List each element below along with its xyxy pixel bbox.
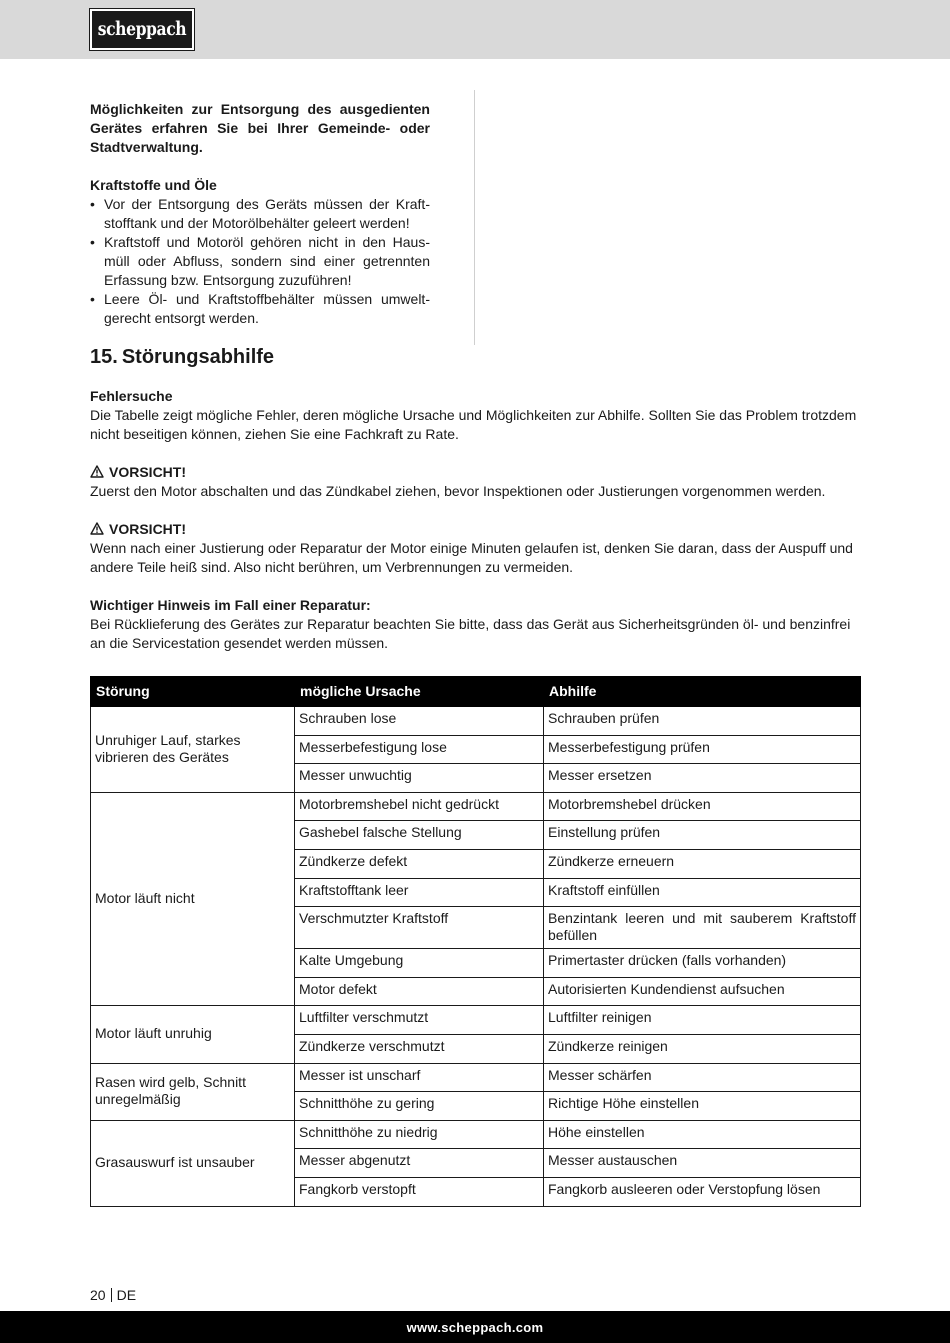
table-header-row — [91, 677, 861, 707]
page-number-value: 20 — [90, 1287, 106, 1303]
symptom-cell: Motor läuft nicht — [91, 792, 295, 1006]
troubleshooting-text: Die Tabelle zeigt mögliche Fehler, deren mögliche Ursache und Möglichkeiten zur Abhilfe. Sollten Sie das Problem trotzdem nicht beseitigen können, ziehen Sie eine Fachkraft zu Rate. — [90, 407, 857, 442]
table-row — [91, 1120, 861, 1149]
cause-cell: Gashebel falsche Stellung — [295, 821, 544, 850]
caution-label: VORSICHT! — [109, 521, 186, 537]
disposal-intro: Möglichkeiten zur Entsorgung des ausgedienten Gerätes erfahren Sie bei Ihrer Gemeinde- oder Stadtverwaltung. — [90, 101, 430, 155]
cause-cell: Schnitthöhe zu gering — [295, 1092, 544, 1121]
table-row — [91, 1063, 861, 1092]
remedy-cell: Benzintank leeren und mit sauberem Kraftstoff befüllen — [544, 907, 861, 949]
column-divider — [474, 90, 475, 345]
cause-cell: Kraftstofftank leer — [295, 878, 544, 907]
remedy-cell: Kraftstoff einfüllen — [544, 878, 861, 907]
caution-label: VORSICHT! — [109, 464, 186, 480]
remedy-cell: Primertaster drücken (falls vorhanden) — [544, 949, 861, 978]
cause-cell: Messer abgenutzt — [295, 1149, 544, 1178]
column-header: Störung — [91, 677, 295, 707]
list-item: • Leere Öl- und Kraftstoffbehälter müssen umweltgerecht entsorgt werden. — [90, 290, 430, 328]
caution-heading — [90, 463, 860, 482]
cause-cell: Luftfilter verschmutzt — [295, 1006, 544, 1035]
section-title-text: Störungsabhilfe — [121, 346, 275, 368]
symptom-cell: Unruhiger Lauf, starkes vibrieren des Gerätes — [91, 707, 295, 793]
section-title — [90, 344, 274, 370]
brand-logo — [90, 9, 194, 50]
remedy-cell: Einstellung prüfen — [544, 821, 861, 850]
caution-text: Zuerst den Motor abschalten und das Zündkabel ziehen, bevor Inspektionen oder Justierungen vorgenommen werden. — [90, 483, 826, 499]
website-link[interactable]: www.scheppach.com — [406, 1319, 544, 1335]
cause-cell: Fangkorb verstopft — [295, 1177, 544, 1206]
symptom-cell: Rasen wird gelb, Schnitt unregelmäßig — [91, 1063, 295, 1120]
cause-cell: Motorbremshebel nicht gedrückt — [295, 792, 544, 821]
table-row — [91, 707, 861, 736]
table-row — [91, 792, 861, 821]
column-header: Abhilfe — [544, 677, 861, 707]
cause-cell: Messerbefestigung lose — [295, 735, 544, 764]
remedy-cell: Autorisierten Kundendienst aufsuchen — [544, 977, 861, 1006]
warning-triangle-icon — [90, 522, 104, 535]
language-code: DE — [116, 1287, 137, 1303]
remedy-cell: Zündkerze reinigen — [544, 1034, 861, 1063]
symptom-cell: Grasauswurf ist unsauber — [91, 1120, 295, 1206]
list-item: • Vor der Entsorgung des Geräts müssen der Kraftstofftank und der Motorölbehälter geleert werden! — [90, 195, 430, 233]
remedy-cell: Zündkerze erneuern — [544, 849, 861, 878]
page-header — [0, 0, 950, 59]
cause-cell: Zündkerze defekt — [295, 849, 544, 878]
fuel-oil-list — [90, 195, 430, 328]
column-header: mögliche Ursache — [295, 677, 544, 707]
table-row — [91, 1006, 861, 1035]
disposal-column — [90, 100, 430, 328]
troubleshooting-table — [90, 676, 861, 1207]
cause-cell: Schrauben lose — [295, 707, 544, 736]
troubleshooting-intro — [90, 387, 860, 653]
cause-cell: Zündkerze verschmutzt — [295, 1034, 544, 1063]
page-footer — [0, 1311, 950, 1343]
warning-triangle-icon — [90, 465, 104, 478]
remedy-cell: Schrauben prüfen — [544, 707, 861, 736]
repair-text: Bei Rücklieferung des Gerätes zur Reparatur beachten Sie bitte, dass das Gerät aus Sicherheitsgründen öl- und benzinfrei an die Servicestation gesendet werden müssen. — [90, 616, 851, 651]
fuel-oil-heading: Kraftstoffe und Öle — [90, 177, 217, 193]
remedy-cell: Richtige Höhe einstellen — [544, 1092, 861, 1121]
symptom-cell: Motor läuft unruhig — [91, 1006, 295, 1063]
remedy-cell: Messer ersetzen — [544, 764, 861, 793]
remedy-cell: Fangkorb ausleeren oder Verstopfung lösen — [544, 1177, 861, 1206]
list-item: • Kraftstoff und Motoröl gehören nicht in den Hausmüll oder Abfluss, sondern sind einer getrennten Erfassung bzw. Entsorgung zuzuführen! — [90, 233, 430, 290]
remedy-cell: Luftfilter reinigen — [544, 1006, 861, 1035]
caution-heading — [90, 520, 860, 539]
cause-cell: Kalte Umgebung — [295, 949, 544, 978]
remedy-cell: Messer austauschen — [544, 1149, 861, 1178]
cause-cell: Messer unwuchtig — [295, 764, 544, 793]
remedy-cell: Messerbefestigung prüfen — [544, 735, 861, 764]
cause-cell: Verschmutzter Kraftstoff — [295, 907, 544, 949]
section-number: 15. — [90, 346, 118, 368]
remedy-cell: Motorbremshebel drücken — [544, 792, 861, 821]
brand-logo-text: scheppach — [97, 18, 187, 40]
cause-cell: Motor defekt — [295, 977, 544, 1006]
remedy-cell: Messer schärfen — [544, 1063, 861, 1092]
page-number-separator — [111, 1288, 112, 1302]
cause-cell: Messer ist unscharf — [295, 1063, 544, 1092]
remedy-cell: Höhe einstellen — [544, 1120, 861, 1149]
page-number — [90, 1286, 136, 1305]
repair-heading: Wichtiger Hinweis im Fall einer Reparatur: — [90, 597, 371, 613]
caution-text: Wenn nach einer Justierung oder Reparatur der Motor einige Minuten gelaufen ist, denken Sie daran, dass der Auspuff und andere Teile heiß sind. Also nicht berühren, um Verbrennungen zu vermeiden. — [90, 540, 853, 575]
cause-cell: Schnitthöhe zu niedrig — [295, 1120, 544, 1149]
troubleshooting-heading: Fehlersuche — [90, 388, 173, 404]
